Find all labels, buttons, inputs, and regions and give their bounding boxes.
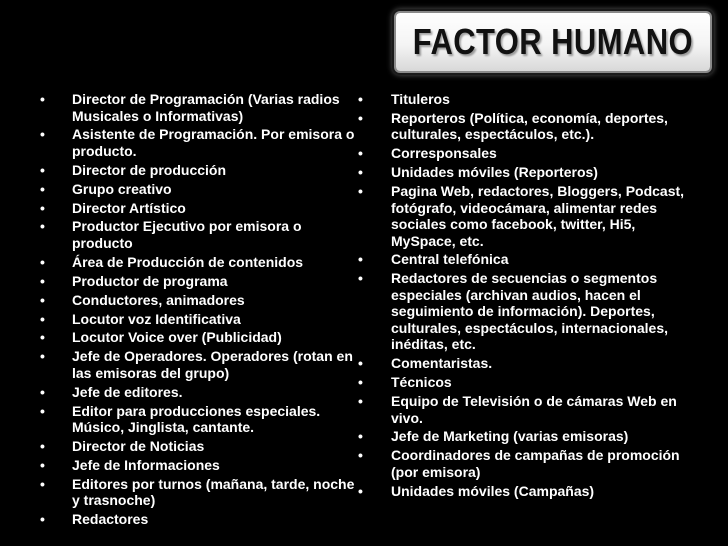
list-item — [40, 403, 362, 436]
list-item-text: Comentaristas. — [391, 355, 493, 372]
bullet-icon: • — [40, 180, 45, 197]
list-item-text: Coordinadores de campañas de promoción (por emisora) — [391, 447, 680, 480]
list-item — [40, 181, 362, 198]
bullet-icon: • — [40, 126, 45, 143]
list-item — [40, 311, 362, 328]
bullet-icon: • — [40, 291, 45, 308]
list-item — [40, 457, 362, 474]
list-item — [358, 393, 700, 426]
bullet-icon: • — [358, 355, 363, 372]
list-item — [40, 218, 362, 251]
list-item — [358, 164, 700, 181]
list-item-text: Asistente de Programación. Por emisora o producto. — [72, 126, 355, 159]
list-item — [40, 438, 362, 455]
bullet-icon: • — [358, 270, 363, 287]
list-item — [358, 110, 700, 143]
bullet-icon: • — [40, 161, 45, 178]
list-item-text: Unidades móviles (Reporteros) — [391, 164, 598, 181]
list-item — [40, 348, 362, 381]
bullet-icon: • — [40, 475, 45, 492]
list-item-text: Conductores, animadores — [72, 291, 245, 308]
bullet-icon: • — [358, 145, 363, 162]
list-item-text: Área de Producción de contenidos — [72, 253, 304, 270]
bullet-icon: • — [40, 272, 45, 289]
bullet-icon: • — [40, 437, 45, 454]
list-item — [358, 374, 700, 391]
list-item-text: Locutor voz Identificativa — [72, 310, 241, 327]
left-bullet-list — [40, 91, 362, 530]
bullet-icon: • — [358, 482, 363, 499]
list-item — [358, 483, 700, 500]
list-item — [40, 292, 362, 309]
bullet-icon: • — [40, 402, 45, 419]
list-item-text: Director de producción — [72, 161, 227, 178]
list-item — [358, 251, 700, 268]
list-item-text: Jefe de Marketing (varias emisoras) — [391, 428, 629, 445]
list-item-text: Redactores de secuencias o segmentos especiales (archivan audios, hacen el seguimiento de información). Deportes, culturales, espectáculos, internacionales, inéditas, etc. — [391, 270, 668, 353]
bullet-icon: • — [40, 218, 45, 235]
list-item — [358, 447, 700, 480]
list-item — [40, 254, 362, 271]
list-item — [40, 476, 362, 509]
list-item — [358, 183, 700, 249]
list-item — [40, 91, 362, 124]
list-item-text: Redactores — [72, 511, 149, 528]
bullet-icon: • — [358, 91, 363, 107]
list-item — [358, 270, 700, 353]
list-item — [40, 329, 362, 346]
bullet-icon: • — [358, 183, 363, 200]
list-item-text: Productor Ejecutivo por emisora o producto — [72, 218, 302, 251]
list-item-text: Jefe de Operadores. Operadores (rotan en las emisoras del grupo) — [72, 348, 353, 381]
bullet-icon: • — [40, 456, 45, 473]
list-item-text: Director de Noticias — [72, 437, 205, 454]
list-item-text: Técnicos — [391, 374, 452, 391]
list-item — [40, 384, 362, 401]
list-item-text: Equipo de Televisión o de cámaras Web en vivo. — [391, 393, 677, 426]
list-item — [40, 126, 362, 159]
bullet-icon: • — [358, 109, 363, 126]
list-item-text: Jefe de Informaciones — [72, 456, 220, 473]
list-item-text: Jefe de editores. — [72, 383, 183, 400]
list-item-text: Productor de programa — [72, 272, 228, 289]
bullet-icon: • — [358, 447, 363, 464]
list-item — [40, 511, 362, 528]
bullet-icon: • — [40, 91, 45, 107]
list-item-text: Grupo creativo — [72, 180, 172, 197]
list-item — [40, 162, 362, 179]
right-bullet-list — [358, 91, 700, 502]
list-item-text: Locutor Voice over (Publicidad) — [72, 329, 282, 346]
list-item — [358, 145, 700, 162]
list-item-text: Pagina Web, redactores, Bloggers, Podcast, fotógrafo, videocámara, alimentar redes sociales como facebook, twitter, Hi5, MySpace, etc. — [391, 183, 685, 249]
list-item — [358, 428, 700, 445]
list-item — [358, 91, 700, 108]
bullet-icon: • — [40, 348, 45, 365]
bullet-icon: • — [40, 310, 45, 327]
bullet-icon: • — [358, 374, 363, 391]
list-item-text: Central telefónica — [391, 251, 509, 268]
list-item — [40, 200, 362, 217]
list-item-text: Tituleros — [391, 91, 450, 107]
bullet-icon: • — [40, 253, 45, 270]
list-item-text: Unidades móviles (Campañas) — [391, 482, 595, 499]
list-item-text: Director Artístico — [72, 199, 186, 216]
list-item — [358, 355, 700, 372]
slide-title: FACTOR HUMANO — [412, 21, 694, 62]
list-item-text: Corresponsales — [391, 145, 497, 162]
bullet-icon: • — [358, 428, 363, 445]
bullet-icon: • — [358, 393, 363, 410]
bullet-icon: • — [358, 251, 363, 268]
list-item-text: Reporteros (Política, economía, deportes, culturales, espectáculos, etc.). — [391, 109, 668, 143]
title-banner — [396, 13, 710, 71]
list-item-text: Editores por turnos (mañana, tarde, noche y trasnoche) — [72, 475, 355, 509]
bullet-icon: • — [40, 329, 45, 346]
bullet-icon: • — [40, 511, 45, 528]
bullet-icon: • — [358, 164, 363, 181]
list-item — [40, 273, 362, 290]
list-item-text: Director de Programación (Varias radios Musicales o Informativas) — [72, 91, 340, 124]
list-item-text: Editor para producciones especiales. Músico, Jinglista, cantante. — [72, 402, 321, 436]
bullet-icon: • — [40, 199, 45, 216]
bullet-icon: • — [40, 383, 45, 400]
